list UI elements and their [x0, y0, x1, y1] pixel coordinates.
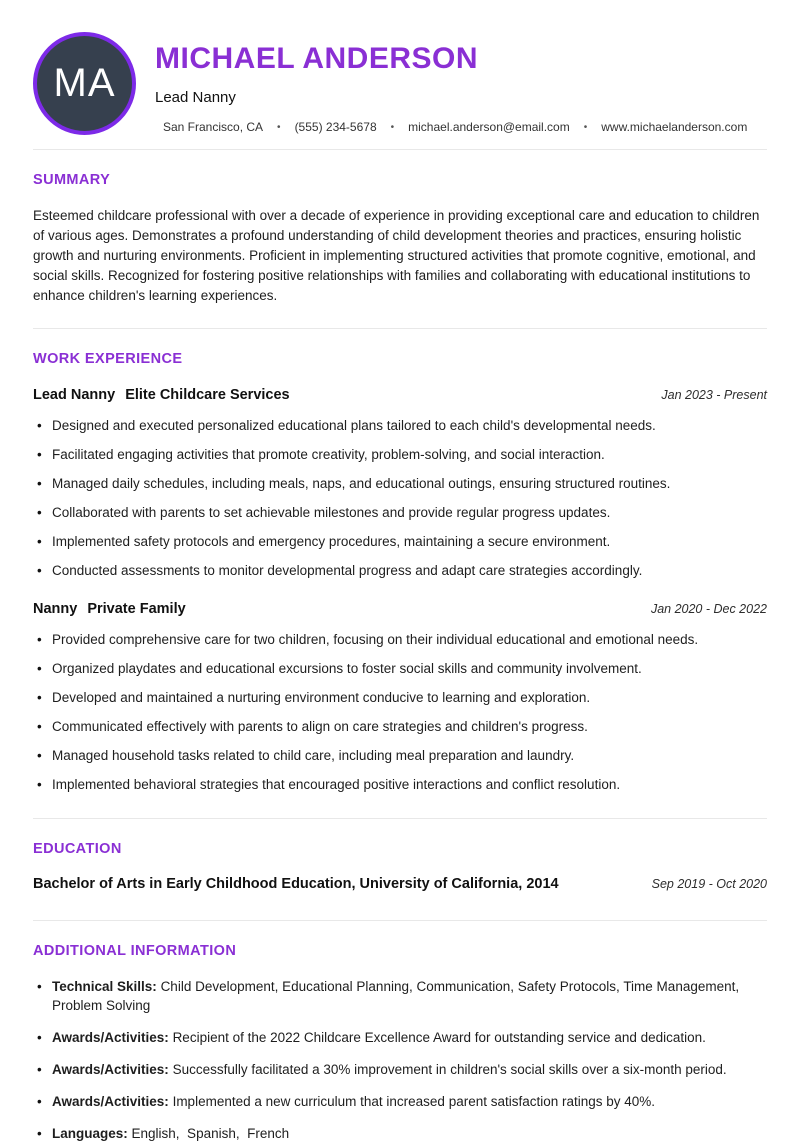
item-text: Child Development, Educational Planning, Communication, Safety Protocols, Time Management, Problem Solving	[52, 979, 743, 1013]
job-header	[33, 387, 767, 403]
contact-email: michael.anderson@email.com	[408, 120, 570, 134]
contact-website: www.michaelanderson.com	[601, 120, 748, 134]
education-entry	[33, 876, 767, 920]
job-dates: Jan 2020 - Dec 2022	[650, 602, 767, 616]
section-work-experience	[33, 329, 767, 818]
job-bullet: • Communicated effectively with parents to align on care strategies and children's progress.	[33, 717, 767, 737]
contact-phone: (555) 234-5678	[294, 120, 377, 134]
contact-row	[163, 120, 747, 134]
job-company: Elite Childcare Services	[125, 387, 290, 403]
avatar	[33, 32, 136, 135]
additional-information-heading: ADDITIONAL INFORMATION	[33, 943, 237, 959]
education-degree: Bachelor of Arts in Early Childhood Education, University of California, 2014	[33, 876, 559, 892]
separator-dot-icon: •	[277, 121, 281, 133]
item-text: Recipient of the 2022 Childcare Excellence Award for outstanding service and dedication.	[172, 1030, 706, 1045]
additional-item	[33, 1060, 767, 1079]
additional-item	[33, 1124, 767, 1143]
avatar-initials: MA	[53, 61, 116, 105]
education-dates: Sep 2019 - Oct 2020	[651, 877, 767, 891]
job-bullet: • Provided comprehensive care for two children, focusing on their individual educational and emotional needs.	[33, 630, 767, 650]
job-bullet-list	[33, 416, 767, 581]
separator-dot-icon: •	[390, 121, 395, 133]
job-entry	[33, 387, 767, 581]
item-label: Awards/Activities:	[52, 1094, 169, 1109]
item-label: Technical Skills:	[52, 979, 157, 994]
resume-header	[33, 32, 767, 149]
candidate-name: MICHAEL ANDERSON	[155, 42, 479, 75]
job-bullet: • Implemented behavioral strategies that encouraged positive interactions and conflict resolution.	[33, 775, 767, 795]
item-label: Languages:	[52, 1126, 128, 1141]
job-position: Nanny	[33, 601, 78, 617]
work-experience-heading: WORK EXPERIENCE	[33, 351, 183, 367]
contact-location: San Francisco, CA	[163, 120, 264, 134]
job-dates: Jan 2023 - Present	[661, 388, 767, 402]
header-text	[155, 32, 747, 134]
summary-heading: SUMMARY	[33, 172, 111, 188]
job-title-line	[33, 601, 186, 617]
additional-info-list	[33, 977, 767, 1143]
item-label: Awards/Activities:	[52, 1030, 169, 1045]
job-bullet: • Designed and executed personalized educational plans tailored to each child's developmental needs.	[33, 416, 767, 436]
job-bullet: • Managed household tasks related to child care, including meal preparation and laundry.	[33, 746, 767, 766]
job-bullet: • Managed daily schedules, including meals, naps, and educational outings, ensuring structured routines.	[33, 474, 767, 494]
separator-dot-icon: •	[583, 121, 588, 133]
job-entry	[33, 601, 767, 795]
item-text: Implemented a new curriculum that increased parent satisfaction ratings by 40%.	[172, 1094, 656, 1109]
job-bullet: • Collaborated with parents to set achievable milestones and provide regular progress updates.	[33, 503, 767, 523]
additional-item	[33, 1028, 767, 1047]
job-bullet: • Conducted assessments to monitor developmental progress and adapt care strategies accordingly.	[33, 561, 767, 581]
section-summary	[33, 150, 767, 328]
job-bullet: • Developed and maintained a nurturing environment conducive to learning and exploration.	[33, 688, 767, 708]
job-bullet: • Organized playdates and educational excursions to foster social skills and community involvement.	[33, 659, 767, 679]
item-text: Successfully facilitated a 30% improvement in children's social skills over a six-month period.	[172, 1062, 727, 1077]
additional-item	[33, 1092, 767, 1111]
summary-text: Esteemed childcare professional with over a decade of experience in providing exceptional care and education to children of various ages. Demonstrates a profound understanding of child development theories and practices, ensuring holistic growth and nurturing environments. Proficient in implementing structured activities that promote cognitive, emotional, and social skills. Recognized for fostering positive relationships with families and collaborating with educational institutions to enhance children's learning experiences.	[33, 208, 760, 303]
job-header	[33, 601, 767, 617]
item-label: Awards/Activities:	[52, 1062, 169, 1077]
job-company: Private Family	[87, 601, 186, 617]
job-position: Lead Nanny	[33, 387, 116, 403]
item-text: English, Spanish, French	[131, 1126, 290, 1141]
job-title-line	[33, 387, 290, 403]
additional-item	[33, 977, 767, 1015]
education-heading: EDUCATION	[33, 841, 122, 857]
candidate-title: Lead Nanny	[155, 89, 236, 106]
section-additional-information	[33, 921, 767, 1143]
job-bullet-list	[33, 630, 767, 795]
job-bullet: • Implemented safety protocols and emergency procedures, maintaining a secure environment.	[33, 532, 767, 552]
section-education	[33, 819, 767, 920]
job-bullet: • Facilitated engaging activities that promote creativity, problem-solving, and social interaction.	[33, 445, 767, 465]
